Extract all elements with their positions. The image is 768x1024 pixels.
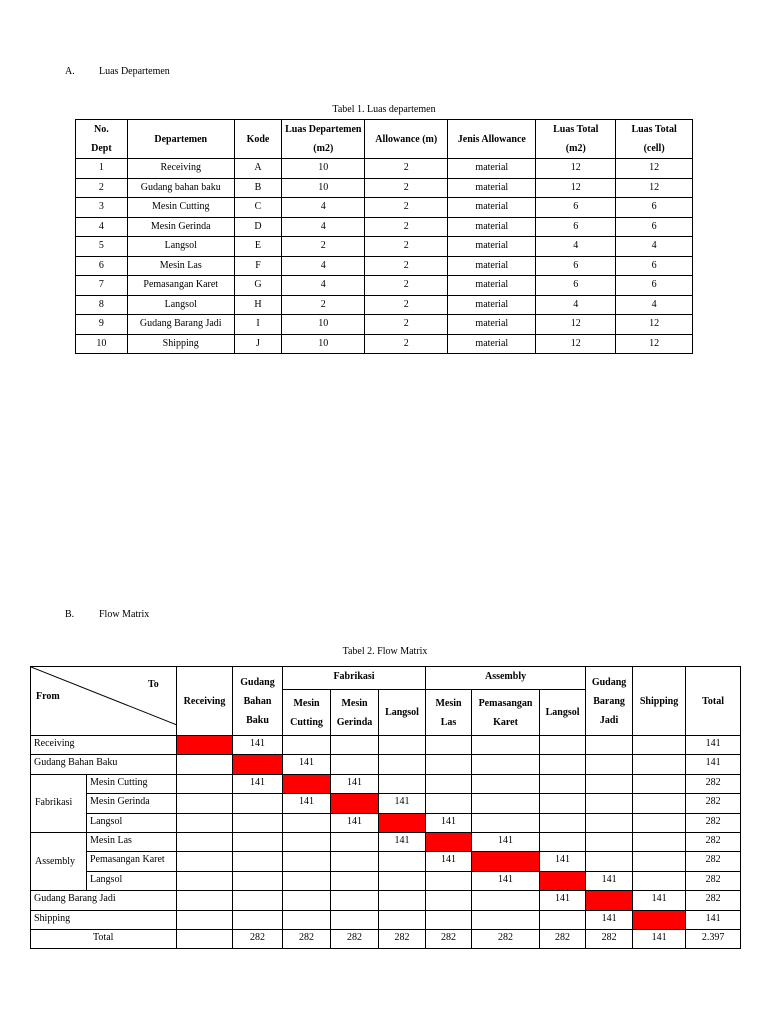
flow-cell (586, 832, 633, 851)
table1-cell: G (234, 276, 282, 296)
flow-cell (233, 891, 283, 910)
row-label: Receiving (31, 736, 177, 755)
table-row (76, 178, 693, 198)
table1-cell: 10 (282, 315, 365, 335)
flow-cell (379, 755, 426, 774)
flow-cell (233, 813, 283, 832)
column-total-cell: 282 (426, 929, 472, 948)
flow-cell (540, 910, 586, 929)
table1-cell: material (448, 159, 536, 179)
table1-cell: 2 (365, 198, 448, 218)
flow-cell (633, 813, 686, 832)
table1-cell: 3 (76, 198, 128, 218)
flow-cell (331, 832, 379, 851)
table1-header-5: Jenis Allowance (448, 120, 536, 159)
row-total-cell: 282 (686, 891, 741, 910)
table-row (76, 295, 693, 315)
diagonal-cell (472, 852, 540, 871)
flow-cell (283, 736, 331, 755)
column-total-cell: 282 (586, 929, 633, 948)
table1-cell: 4 (616, 237, 693, 257)
table1-cell: material (448, 315, 536, 335)
flow-cell (633, 832, 686, 851)
flow-matrix-table (30, 666, 741, 949)
table1-cell: 4 (282, 256, 365, 276)
flow-cell: 141 (472, 871, 540, 890)
section-a-number: A. (65, 66, 75, 77)
table1-cell: Pemasangan Karet (127, 276, 234, 296)
table-row (76, 217, 693, 237)
flow-cell (426, 755, 472, 774)
group-header-assembly: Assembly (426, 667, 586, 690)
col-header-langsol-assembly: Langsol (540, 690, 586, 736)
corner-to-label: To (148, 679, 159, 690)
flow-cell (472, 794, 540, 813)
diagonal-cell (379, 813, 426, 832)
flow-cell (331, 852, 379, 871)
table2-caption: Tabel 2. Flow Matrix (342, 646, 428, 657)
table1-cell: 12 (536, 334, 616, 354)
flow-cell (177, 794, 233, 813)
flow-cell (379, 910, 426, 929)
table1-cell: J (234, 334, 282, 354)
flow-cell (426, 871, 472, 890)
table-row (76, 276, 693, 296)
flow-cell (540, 832, 586, 851)
flow-cell (586, 852, 633, 871)
table-row (76, 237, 693, 257)
totals-row (31, 929, 741, 948)
flow-cell: 141 (379, 832, 426, 851)
table1-cell: 4 (616, 295, 693, 315)
table1-cell: 12 (536, 178, 616, 198)
flow-cell (633, 871, 686, 890)
table1-cell: material (448, 276, 536, 296)
flow-cell (472, 736, 540, 755)
col-header-mesin-cutting: Mesin Cutting (283, 690, 331, 736)
table1-cell: Langsol (127, 237, 234, 257)
table1-cell: Receiving (127, 159, 234, 179)
table1-cell: 6 (536, 256, 616, 276)
grand-total-cell: 2.397 (686, 929, 741, 948)
flow-cell: 141 (540, 852, 586, 871)
flow-cell (177, 871, 233, 890)
row-total-cell: 141 (686, 736, 741, 755)
flow-cell (331, 736, 379, 755)
table1-cell: C (234, 198, 282, 218)
flow-cell (540, 736, 586, 755)
table1-caption: Tabel 1. Luas departemen (332, 104, 436, 115)
table1-cell: 7 (76, 276, 128, 296)
diagonal-cell (426, 832, 472, 851)
flow-cell (379, 852, 426, 871)
table1-header-2: Kode (234, 120, 282, 159)
table1-cell: 6 (616, 276, 693, 296)
totals-label: Total (31, 929, 177, 948)
diagonal-cell (633, 910, 686, 929)
row-label: Mesin Las (87, 832, 177, 851)
flow-cell (586, 813, 633, 832)
table1-cell: 2 (365, 237, 448, 257)
table1-cell: 2 (365, 276, 448, 296)
flow-cell (540, 794, 586, 813)
flow-cell (177, 774, 233, 793)
table1-cell: 2 (365, 159, 448, 179)
flow-cell (633, 736, 686, 755)
table1-cell: 6 (536, 217, 616, 237)
row-total-cell: 282 (686, 813, 741, 832)
flow-cell (379, 871, 426, 890)
diagonal-cell (331, 794, 379, 813)
table1-cell: material (448, 178, 536, 198)
col-header-gudang-barang-jadi: Gudang Barang Jadi (586, 667, 633, 736)
flow-cell: 141 (586, 910, 633, 929)
table1-cell: material (448, 256, 536, 276)
row-label: Pemasangan Karet (87, 852, 177, 871)
table1-cell: 2 (365, 256, 448, 276)
row-group-fabrikasi: Fabrikasi (31, 774, 87, 832)
table1-cell: 12 (616, 334, 693, 354)
column-total-cell: 282 (233, 929, 283, 948)
table1-cell: 12 (616, 315, 693, 335)
table1-header-4: Allowance (m) (365, 120, 448, 159)
col-header-pemasangan-karet: Pemasangan Karet (472, 690, 540, 736)
flow-cell (540, 774, 586, 793)
diagonal-cell (283, 774, 331, 793)
flow-cell (233, 832, 283, 851)
table1-cell: 2 (282, 295, 365, 315)
flow-cell (233, 852, 283, 871)
table1-cell: 4 (282, 198, 365, 218)
table1-cell: 2 (365, 217, 448, 237)
table1-cell: Mesin Cutting (127, 198, 234, 218)
table1-cell: 1 (76, 159, 128, 179)
table1-cell: 4 (282, 217, 365, 237)
table-row (31, 736, 741, 755)
flow-cell (472, 755, 540, 774)
col-header-langsol-fabrikasi: Langsol (379, 690, 426, 736)
table1-cell: 6 (616, 198, 693, 218)
col-header-receiving: Receiving (177, 667, 233, 736)
section-b-heading (65, 609, 149, 620)
row-label: Mesin Cutting (87, 774, 177, 793)
table1-cell: 2 (365, 295, 448, 315)
flow-cell: 141 (233, 736, 283, 755)
table-row (31, 794, 741, 813)
table1-cell: F (234, 256, 282, 276)
table-row (76, 198, 693, 218)
flow-cell (426, 910, 472, 929)
row-total-cell: 141 (686, 910, 741, 929)
flow-cell: 141 (283, 755, 331, 774)
group-header-fabrikasi: Fabrikasi (283, 667, 426, 690)
table1-cell: 12 (616, 159, 693, 179)
col-header-total: Total (686, 667, 741, 736)
table1-cell: 6 (76, 256, 128, 276)
section-b-number: B. (65, 609, 75, 620)
table-row (31, 871, 741, 890)
flow-cell (331, 891, 379, 910)
flow-cell (472, 910, 540, 929)
diagonal-cell (177, 736, 233, 755)
column-total-cell (177, 929, 233, 948)
table1-header-6: Luas Total (m2) (536, 120, 616, 159)
flow-cell (177, 832, 233, 851)
diagonal-cell (233, 755, 283, 774)
table-row (76, 334, 693, 354)
table1-cell: 2 (282, 237, 365, 257)
table1-cell: 4 (76, 217, 128, 237)
column-total-cell: 141 (633, 929, 686, 948)
flow-cell (426, 794, 472, 813)
flow-cell (472, 891, 540, 910)
table1-cell: 4 (282, 276, 365, 296)
col-header-mesin-las: Mesin Las (426, 690, 472, 736)
flow-cell (586, 755, 633, 774)
table1-cell: 2 (365, 315, 448, 335)
flow-cell (177, 813, 233, 832)
row-total-cell: 282 (686, 774, 741, 793)
row-total-cell: 282 (686, 871, 741, 890)
table1-cell: I (234, 315, 282, 335)
flow-cell (379, 736, 426, 755)
table1-cell: 10 (282, 178, 365, 198)
column-total-cell: 282 (283, 929, 331, 948)
flow-cell (472, 774, 540, 793)
table1-cell: Gudang bahan baku (127, 178, 234, 198)
table1-cell: 6 (536, 198, 616, 218)
table1-cell: Shipping (127, 334, 234, 354)
table1-cell: B (234, 178, 282, 198)
diagonal-cell (540, 871, 586, 890)
table1-header-0: No. Dept (76, 120, 128, 159)
flow-cell (283, 852, 331, 871)
diagonal-cell (586, 891, 633, 910)
flow-cell: 141 (540, 891, 586, 910)
table1-header-7: Luas Total (cell) (616, 120, 693, 159)
table1-cell: Langsol (127, 295, 234, 315)
col-header-gudang-bahan-baku: Gudang Bahan Baku (233, 667, 283, 736)
flow-cell: 141 (472, 832, 540, 851)
row-total-cell: 282 (686, 832, 741, 851)
table1-cell: 4 (536, 295, 616, 315)
flow-cell (633, 774, 686, 793)
corner-from-label: From (36, 691, 60, 702)
flow-cell (177, 755, 233, 774)
table1-cell: 9 (76, 315, 128, 335)
table1-cell: Gudang Barang Jadi (127, 315, 234, 335)
table1-cell: 2 (365, 334, 448, 354)
table1-cell: 2 (76, 178, 128, 198)
flow-cell (283, 871, 331, 890)
section-a-heading (65, 66, 170, 77)
flow-cell (472, 813, 540, 832)
department-area-table (75, 119, 693, 354)
table1-cell: 2 (365, 178, 448, 198)
table1-cell: 6 (616, 256, 693, 276)
table1-cell: 6 (536, 276, 616, 296)
flow-cell (540, 755, 586, 774)
flow-cell (379, 891, 426, 910)
table1-cell: 12 (616, 178, 693, 198)
flow-cell (177, 910, 233, 929)
table-row (31, 813, 741, 832)
flow-cell: 141 (379, 794, 426, 813)
flow-cell (177, 852, 233, 871)
table1-cell: Mesin Gerinda (127, 217, 234, 237)
table1-cell: Mesin Las (127, 256, 234, 276)
col-header-mesin-gerinda: Mesin Gerinda (331, 690, 379, 736)
flow-cell (331, 755, 379, 774)
flow-cell (379, 774, 426, 793)
table1-cell: 8 (76, 295, 128, 315)
section-b-title: Flow Matrix (99, 609, 150, 620)
row-total-cell: 282 (686, 794, 741, 813)
flow-cell (233, 910, 283, 929)
flow-cell (233, 871, 283, 890)
row-label: Langsol (87, 871, 177, 890)
table-row (76, 315, 693, 335)
table1-cell: material (448, 198, 536, 218)
table1-cell: 10 (282, 334, 365, 354)
row-label: Langsol (87, 813, 177, 832)
flow-cell (331, 910, 379, 929)
flow-cell (426, 736, 472, 755)
flow-cell (633, 755, 686, 774)
row-label: Gudang Barang Jadi (31, 891, 177, 910)
table-row (76, 256, 693, 276)
table1-cell: material (448, 334, 536, 354)
row-total-cell: 282 (686, 852, 741, 871)
table-row (76, 159, 693, 179)
section-a-title: Luas Departemen (99, 66, 170, 77)
table-row (31, 832, 741, 851)
flow-cell (633, 852, 686, 871)
flow-cell (283, 832, 331, 851)
flow-cell (283, 813, 331, 832)
table-row (31, 774, 741, 793)
row-label: Gudang Bahan Baku (31, 755, 177, 774)
table-row (31, 755, 741, 774)
flow-cell (586, 736, 633, 755)
table1-cell: 10 (282, 159, 365, 179)
flow-cell (586, 794, 633, 813)
table1-cell: material (448, 237, 536, 257)
table-row (31, 852, 741, 871)
flow-cell (540, 813, 586, 832)
row-total-cell: 141 (686, 755, 741, 774)
table1-cell: H (234, 295, 282, 315)
flow-cell (633, 794, 686, 813)
table1-cell: 12 (536, 315, 616, 335)
flow-cell (283, 891, 331, 910)
flow-cell (331, 871, 379, 890)
flow-cell: 141 (283, 794, 331, 813)
column-total-cell: 282 (472, 929, 540, 948)
table1-cell: 12 (536, 159, 616, 179)
flow-cell (177, 891, 233, 910)
flow-cell: 141 (426, 852, 472, 871)
table1-cell: 10 (76, 334, 128, 354)
table-row (31, 891, 741, 910)
flow-cell (426, 891, 472, 910)
flow-cell: 141 (331, 813, 379, 832)
row-group-assembly: Assembly (31, 832, 87, 890)
table1-cell: material (448, 217, 536, 237)
matrix-corner-cell (31, 667, 177, 736)
table1-header-3: Luas Departemen (m2) (282, 120, 365, 159)
table1-cell: E (234, 237, 282, 257)
row-label: Mesin Gerinda (87, 794, 177, 813)
table1-cell: material (448, 295, 536, 315)
table1-cell: 5 (76, 237, 128, 257)
table-row (31, 910, 741, 929)
flow-cell: 141 (426, 813, 472, 832)
column-total-cell: 282 (379, 929, 426, 948)
col-header-shipping: Shipping (633, 667, 686, 736)
flow-cell: 141 (586, 871, 633, 890)
flow-cell (283, 910, 331, 929)
table1-cell: 4 (536, 237, 616, 257)
flow-cell: 141 (331, 774, 379, 793)
column-total-cell: 282 (540, 929, 586, 948)
column-total-cell: 282 (331, 929, 379, 948)
table1-cell: A (234, 159, 282, 179)
flow-cell (586, 774, 633, 793)
table1-header-1: Departemen (127, 120, 234, 159)
flow-cell: 141 (233, 774, 283, 793)
flow-cell (233, 794, 283, 813)
flow-cell: 141 (633, 891, 686, 910)
table1-cell: 6 (616, 217, 693, 237)
row-label: Shipping (31, 910, 177, 929)
flow-cell (426, 774, 472, 793)
table1-cell: D (234, 217, 282, 237)
